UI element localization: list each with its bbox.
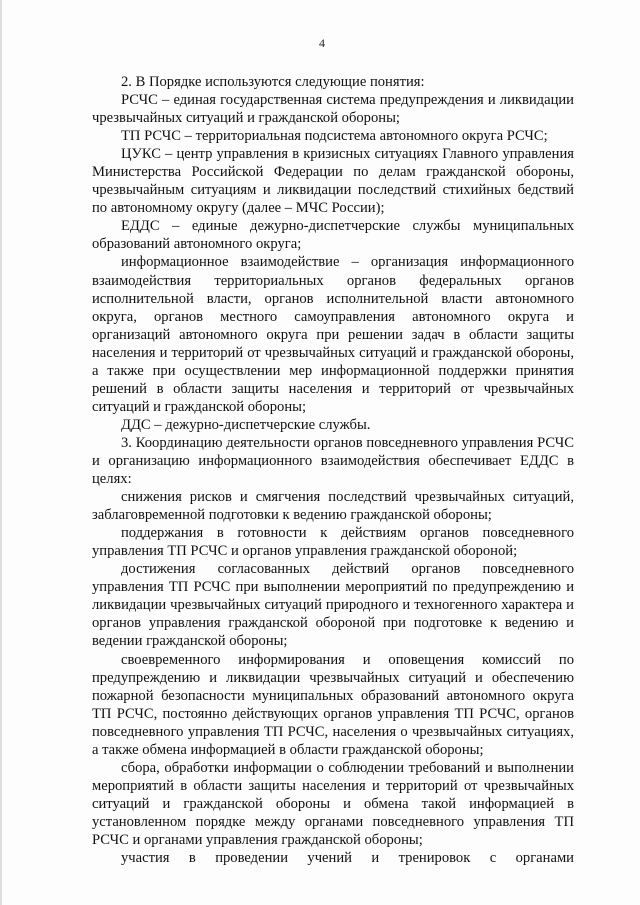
paragraph-dds-definition: ДДС – дежурно-диспетчерские службы. — [121, 416, 371, 433]
page-number: 4 — [319, 36, 325, 50]
paragraph-goal-risk-reduction: снижения рисков и смягчения последствий чрезвычайных ситуаций, заблаговременной подготовки к ведению гражданской обороны; — [92, 489, 574, 524]
paragraph-item-2-intro: 2. В Порядке используются следующие понятия: — [121, 74, 425, 90]
paragraph-edds-definition: ЕДДС – единые дежурно-диспетчерские службы муниципальных образований автономного округа; — [92, 218, 574, 253]
paragraph-goal-data-collection: сбора, обработки информации о соблюдении требований и выполнении мероприятий в области защиты населения и территорий от чрезвычайных ситуаций и гражданской обороны и обмена такой информацией в установленном порядке между органами повседневного управления ТП РСЧС и органами управления гражданской обороны; — [92, 759, 574, 848]
paragraph-goal-readiness: поддержания в готовности к действиям органов повседневного управления ТП РСЧС и органов управления гражданской обороной; — [92, 525, 574, 560]
paragraph-goal-coordination: достижения согласованных действий органов повседневного управления ТП РСЧС при выполнении мероприятий по предупреждению и ликвидации чрезвычайных ситуаций природного и техногенного характера и органов управления гражданской обороной при подготовке к ведению и ведении гражданской обороны; — [92, 561, 574, 650]
document-body — [92, 73, 574, 867]
paragraph-tsuks-definition: ЦУКС – центр управления в кризисных ситуациях Главного управления Министерства Российской Федерации по делам гражданской обороны, чрезвычайным ситуациям и ликвидации последствий стихийных бедствий по автономному округу (далее – МЧС России); — [92, 146, 574, 217]
paragraph-goal-exercises: участия в проведении учений и тренировок с органами — [121, 850, 574, 867]
paragraph-info-interaction-definition: информационное взаимодействие – организация информационного взаимодействия территориальных органов федеральных органов исполнительной власти, органов исполнительной власти автономного округа, органов местного самоуправления автономного округа и организаций автономного округа при решении задач в области защиты населения и территорий от чрезвычайных ситуаций и гражданской обороны, а также при осуществлении мер информационной поддержки принятия решений в области защиты населения и территорий от чрезвычайных ситуаций и гражданской обороны; — [92, 254, 574, 415]
paragraph-rschs-definition: РСЧС – единая государственная система предупреждения и ликвидации чрезвычайных ситуаций и гражданской обороны; — [92, 92, 574, 127]
paragraph-item-3-intro: 3. Координацию деятельности органов повседневного управления РСЧС и организацию информационного взаимодействия обеспечивает ЕДДС в целях: — [92, 434, 574, 488]
paragraph-goal-informing: своевременного информирования и оповещения комиссий по предупреждению и ликвидации чрезвычайных ситуаций и обеспечению пожарной безопасности муниципальных образований автономного округа ТП РСЧС, постоянно действующих органов управления ТП РСЧС, органов повседневного управления ТП РСЧС, населения о чрезвычайных ситуациях, а также обмена информацией в области гражданской обороны; — [92, 651, 574, 758]
paragraph-tp-rschs-definition: ТП РСЧС – территориальная подсистема автономного округа РСЧС; — [121, 128, 548, 145]
